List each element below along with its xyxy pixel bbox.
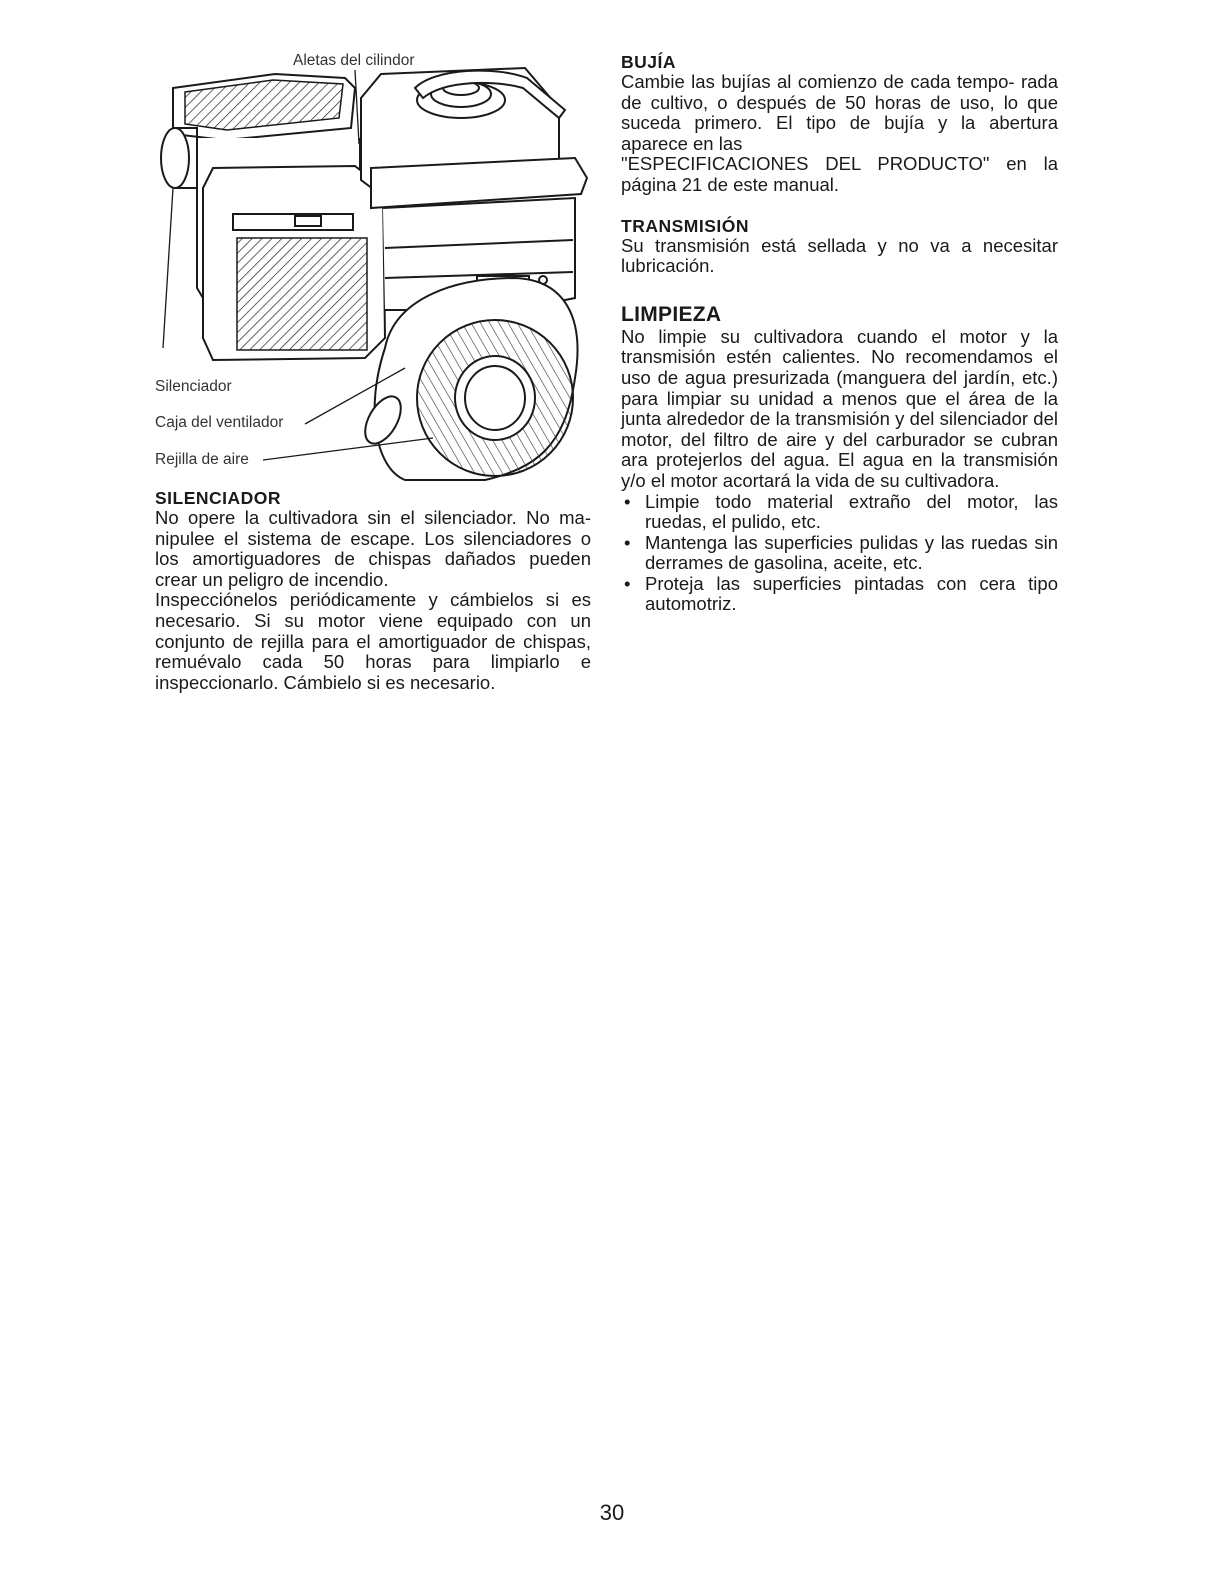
callout-air-screen: Rejilla de aire [155,451,249,468]
engine-figure [155,48,591,488]
section-limpieza [621,303,1058,615]
section-transmision [621,216,1058,277]
limpieza-paragraph-1: No limpie su cultivadora cuando el motor y la transmisión estén calientes. No recomendamos el uso de agua presurizada (manguera del jardín, etc.) para limpiar su unidad a menos que el área de la junta alrededor de la transmisión y del silenciador del motor, del filtro de aire y del carburador se cubran ara protejerlos del agua. El agua en la transmisión y/o el motor acortará la vida de su cultivadora. [621,325,1058,491]
heading-transmision: TRANSMISIÓN [621,215,749,236]
section-silenciador [155,488,591,693]
callout-fan-housing: Caja del ventilador [155,414,284,431]
silenciador-paragraph-2: Inspecciónelos periódicamente y cámbielos si es necesario. Si su motor viene equipado con un conjunto de rejilla para el amortiguador de chispas, remuévalo cada 50 horas para limpiarlo e inspeccionarlo. Cámbielo si es necesario. [155,589,591,693]
section-bujia [621,52,1058,196]
list-item-text: Mantenga las superficies pulidas y las ruedas sin derrames de gasolina, aceite, etc. [645,531,1058,574]
list-item-text: Proteja las superficies pintadas con cera tipo automotriz. [645,572,1058,615]
bullet-icon: • [624,572,631,594]
list-item-text: Limpie todo material extraño del motor, las ruedas, el pulido, etc. [645,490,1058,533]
limpieza-bullet-list [621,492,1058,616]
heading-silenciador: SILENCIADOR [155,488,282,508]
bujia-paragraph-2: "ESPECIFICACIONES DEL PRODUCTO" en la página 21 de este manual. [621,153,1058,195]
bullet-icon: • [624,531,631,553]
list-item [621,492,1058,533]
heading-limpieza: LIMPIEZA [621,302,722,326]
callout-muffler: Silenciador [155,378,232,395]
transmision-paragraph-1: Su transmisión está sellada y no va a necesitar lubricación. [621,234,1058,277]
list-item [621,574,1058,615]
right-column [621,52,1058,635]
silenciador-paragraph-1: No opere la cultivadora sin el silenciador. No ma- nipulee el sistema de escape. Los silenciadores o los amortiguadores de chispas dañados pueden crear un peligro de incendio. [155,507,591,590]
page-number: 30 [599,1500,625,1525]
callout-cylinder-fins: Aletas del cilindor [293,52,415,69]
bujia-paragraph-1: Cambie las bujías al comienzo de cada tempo- rada de cultivo, o después de 50 horas de uso, lo que suceda primero. El tipo de bujía y la abertura aparece en las [621,71,1058,154]
left-column [155,48,591,713]
heading-bujia: BUJÍA [621,52,677,72]
bullet-icon: • [624,490,631,512]
list-item [621,533,1058,574]
